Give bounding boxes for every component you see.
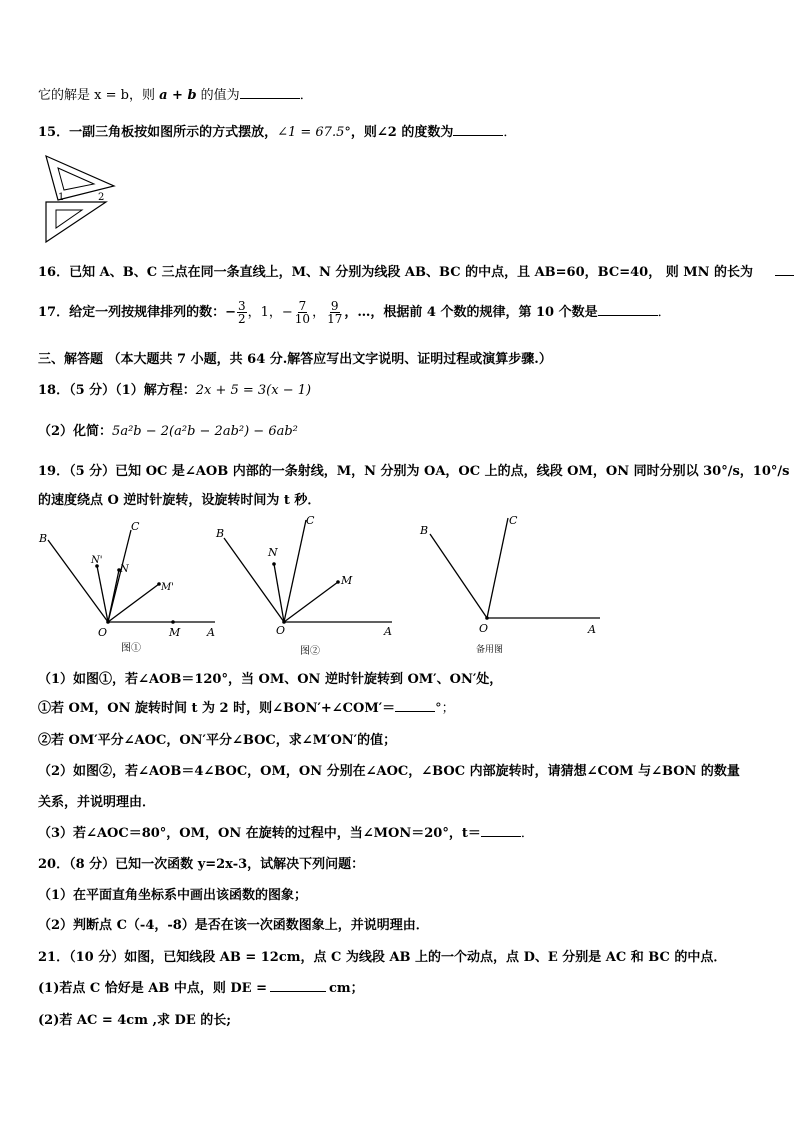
question-16: 16．已知 A、B、C 三点在同一条直线上，M、N 分别为线段 AB、BC 的中点，且 AB=60，BC=40， 则 MN 的长为 [38,261,794,280]
label-B: B [216,527,225,540]
question-18-part1: 18．（5 分）（1）解方程：2x + 5 = 3(x − 1) [38,383,312,398]
label-C: C [131,520,140,533]
question-19-line2: 的速度绕点 O 逆时针旋转，设旋转时间为 t 秒． [38,493,321,508]
question-20-line2: （1）在平面直角坐标系中画出该函数的图象； [38,888,308,903]
question-19-part1b: ②若 OM′平分∠AOC，ON′平分∠BOC，求∠M′ON′的值； [38,733,397,748]
label-C: C [509,514,518,527]
label-M: M [341,574,353,587]
question-19-part3: （3）若∠AOC＝80°，OM，ON 在旋转的过程中，当∠MON＝20°，t＝ ． [38,826,534,841]
figure-2-caption: 图② [300,646,320,657]
label-A: A [588,623,596,636]
label-O: O [276,624,286,637]
answer-blank [270,979,326,992]
label-N: N [120,564,129,575]
label-A: A [384,625,392,638]
fraction: $\frac{3}{2}$ [237,299,246,326]
answer-blank [453,123,503,136]
question-18-part2: （2）化简：5a²b − 2(a²b − 2ab²) − 6ab² [38,424,298,439]
label-M-prime: M' [161,582,174,593]
question-19-line1: 19．（5 分）已知 OC 是∠AOB 内部的一条射线，M，N 分别为 OA，OC 上的点，线段 OM，ON 同时分别以 30°/s，10°/s [38,464,790,479]
angle-2-label: 2 [98,192,105,203]
section-3-heading: 三、解答题 （本大题共 7 小题，共 64 分.解答应写出文字说明、证明过程或演算步骤.） [38,352,552,367]
question-19-part2: （2）如图②，若∠AOB＝4∠BOC，OM，ON 分别在∠AOC，∠BOC 内部旋转时，请猜想∠COM 与∠BON 的数量 [38,764,740,779]
question-19-part1a: ①若 OM，ON 旋转时间 t 为 2 时，则∠BON′+∠COM′＝ °； [38,701,455,716]
question-20-line1: 20．（8 分）已知一次函数 y=2x-3，试解决下列问题： [38,857,365,872]
set-squares-figure [40,150,120,245]
label-M: M [169,626,181,639]
fraction: $\frac{7}{10}$ [294,299,311,326]
label-N: N [268,546,278,559]
figure-3-caption: 备用图 [476,645,504,655]
question-21-line2: (1)若点 C 恰好是 AB 中点，则 DE = cm； [38,981,364,996]
label-B: B [420,524,429,537]
label-N-prime: N' [91,555,103,566]
label-C: C [306,514,315,527]
line-top: 它的解是 x = b，则 a + b 的值为 ． [38,88,313,103]
question-15: 15．一副三角板按如图所示的方式摆放，∠1 = 67.5°，则∠2 的度数为 ． [38,125,517,140]
figure-2 [208,512,398,658]
label-O: O [479,622,489,635]
answer-blank [598,303,658,316]
label-O: O [98,626,108,639]
answer-blank [395,699,435,712]
answer-blank [481,824,521,837]
fraction: $\frac{9}{17}$ [327,299,343,326]
question-21-line1: 21．（10 分）如图，已知线段 AB = 12cm，点 C 为线段 AB 上的一个动点，点 D、E 分别是 AC 和 BC 的中点． [38,950,727,965]
label-A: A [207,626,215,639]
question-19-part1: （1）如图①，若∠AOB＝120°，当 OM、ON 逆时针旋转到 OM′、ON′处， [38,672,503,687]
angle-1-label: 1 [58,192,65,203]
answer-blank [775,263,794,276]
question-17: 17．给定一列按规律排列的数：− $\frac{3}{2}$ ，1，− $\frac{7}{10}$ ， $\frac{9}{17}$ ，…，根据前 4 个数的规律，第 10 个数是 ． [38,299,671,326]
question-19-part2b: 关系，并说明理由． [38,795,156,810]
answer-blank [240,86,300,99]
label-B: B [39,532,48,545]
question-20-line3: （2）判断点 C（-4，-8）是否在该一次函数图象上，并说明理由． [38,918,429,933]
figure-1 [35,518,225,658]
figure-1-caption: 图① [121,643,141,654]
figure-3-spare [410,510,610,660]
question-21-line3: (2)若 AC = 4cm ,求 DE 的长; [38,1013,232,1028]
